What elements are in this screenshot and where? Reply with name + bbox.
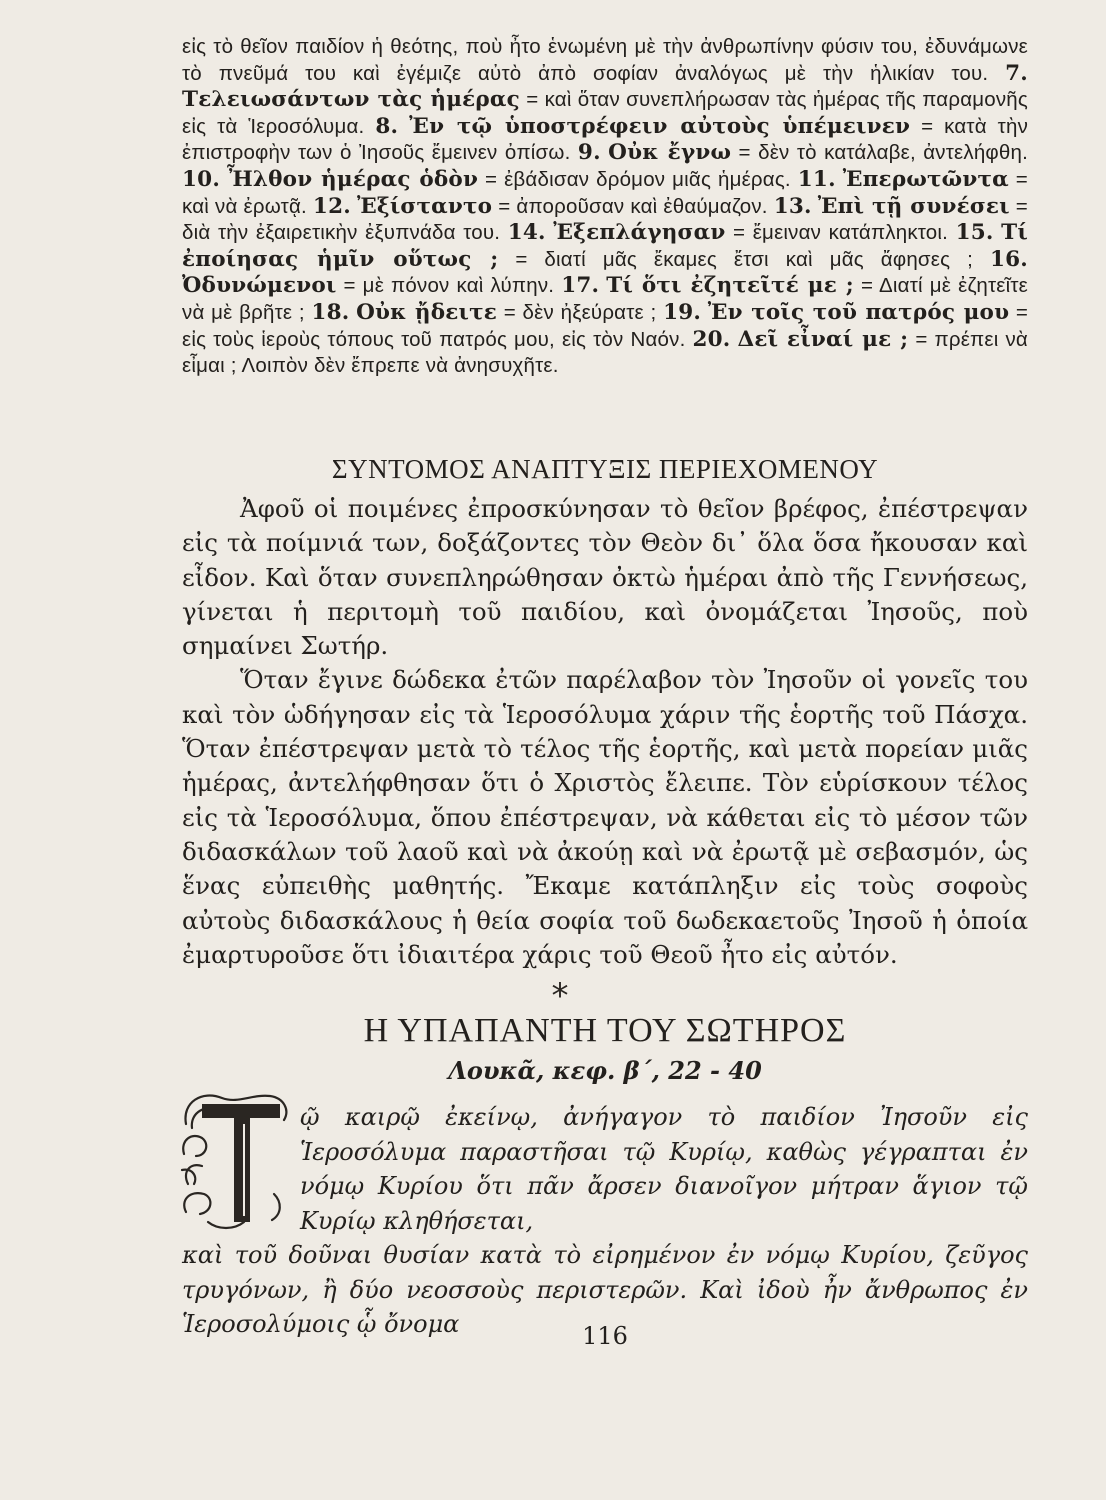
note-term: Τί ὅτι ἐζητεῖτέ με ; (606, 273, 854, 299)
page-number: 116 (582, 1322, 628, 1350)
vocabulary-notes (182, 34, 1028, 380)
note-gloss: = εἰς τοὺς ἱεροὺς τόπους τοῦ πατρός μου, εἰς τὸν Ναόν. (182, 300, 1029, 351)
note-number: 9. (577, 140, 601, 166)
gospel-opening: ῷ καιρῷ ἐκείνῳ, ἀνήγαγον τὸ παιδίον Ἰησοῦν εἰς Ἱεροσόλυμα παραστῆσαι τῷ Κυρίῳ, καθὼς γέγραπται ἐν νόμῳ Κυρίου ὅτι πᾶν ἄρσεν διανοῖγον μήτραν ἅγιον τῷ Κυρίῳ κληθήσεται, (300, 1103, 1028, 1235)
note-number: 18. (311, 299, 350, 325)
note-gloss: = διατί μᾶς ἔκαμες ἔτσι καὶ μᾶς ἄφησες ; (515, 247, 974, 271)
note-gloss: = καὶ ὅταν συνεπλήρωσαν τὰς ἡμέρας τῆς παραμονῆς εἰς τὰ Ἱεροσόλυμα. (182, 88, 1028, 138)
notes-intro: εἰς τὸ θεῖον παιδίον ἡ θεότης, ποὺ ἦτο ἑνωμένη μὲ τὴν ἀνθρωπίνην φύσιν του, ἐδυνάμωνε τὸ πνεῦμά του καὶ ἐγέμιζε αὐτὸ ἀπὸ σοφίαν ἀναλόγως μὲ τὴν ἡλικίαν του. (182, 35, 1028, 85)
note-gloss: = ἐβάδισαν δρόμον μιᾶς ἡμέρας. (485, 167, 791, 191)
note-term: Ἐν τοῖς τοῦ πατρός μου (707, 299, 1010, 325)
note-term: Οὐκ ᾔδειτε (356, 299, 498, 325)
summary-text (182, 492, 1028, 972)
gospel-text (182, 1100, 1028, 1342)
note-number: 20. (692, 326, 731, 352)
note-number: 17. (561, 273, 600, 299)
note-gloss: = μὲ πόνον καὶ λύπην. (343, 274, 555, 298)
note-term: Ἦλθον ἡμέρας ὁδὸν (226, 166, 479, 192)
summary-heading: ΣΥΝΤΟΜΟΣ ΑΝΑΠΤΥΞΙΣ ΠΕΡΙΕΧΟΜΕΝΟΥ (331, 454, 879, 484)
note-gloss: = ἀποροῦσαν καὶ ἐθαύμαζον. (498, 194, 768, 218)
scripture-reference: Λουκᾶ, κεφ. β΄, 22 - 40 (448, 1056, 762, 1085)
note-gloss: = διὰ τὴν ἐξαιρετικὴν ἐξυπνάδα του. (182, 194, 1028, 245)
note-item (571, 141, 1029, 164)
summary-paragraph: Ἀφοῦ οἱ ποιμένες ἐπροσκύνησαν τὸ θεῖον βρέφος, ἐπέστρεψαν εἰς τὰ ποίμνιά των, δοξάζοντες τὸν Θεὸν δι᾽ ὅλα ὅσα ἤκουσαν καὶ εἶδον. Καὶ ὅταν συνεπληρώθησαν ὀκτὼ ἡμέραι ἀπὸ τῆς Γεννήσεως, γίνεται ἡ περιτομὴ τοῦ παιδίου, καὶ ὀνομάζεται Ἰησοῦς, ποὺ σημαίνει Σωτήρ. (182, 494, 1028, 661)
note-item (307, 195, 768, 218)
asterisk-divider-icon: * (551, 976, 569, 1016)
note-gloss: = ἔμειναν κατάπληκτοι. (733, 221, 949, 245)
note-number: 8. (375, 113, 399, 139)
note-number: 14. (507, 220, 546, 246)
note-term: Ἐπερωτῶντα (842, 166, 1009, 192)
note-term: Τί ἐποίησας ἡμῖν οὕτως ; (182, 220, 1028, 272)
note-number: 13. (773, 193, 812, 219)
note-number: 7. (1005, 60, 1028, 86)
note-term: Ὀδυνώμενοι (182, 273, 337, 299)
note-number: 12. (312, 193, 351, 219)
gospel-continuation: καὶ τοῦ δοῦναι θυσίαν κατὰ τὸ εἰρημένον ἐν νόμῳ Κυρίου, ζεῦγος τρυγόνων, ἢ δύο νεοσσοὺς περιστερῶν. Καὶ ἰδοὺ ἦν ἄνθρωπος ἐν Ἱεροσολύμοις ᾧ ὄνομα (182, 1241, 1028, 1338)
note-gloss: = Διατί μὲ ἐζητεῖτε νὰ μὲ βρῆτε ; (182, 274, 1028, 324)
note-number: 19. (663, 299, 702, 325)
note-number: 10. (182, 166, 221, 192)
summary-paragraph: Ὅταν ἔγινε δώδεκα ἐτῶν παρέλαβον τὸν Ἰησοῦν οἱ γονεῖς του καὶ τὸν ὡδήγησαν εἰς τὰ Ἱεροσόλυμα χάριν τῆς ἑορτῆς τοῦ Πάσχα. Ὅταν ἐπέστρεψαν μετὰ τὸ τέλος τῆς ἑορτῆς, καὶ μετὰ πορείαν μιᾶς ἡμέρας, ἀντελήφθησαν ὅτι ὁ Χριστὸς ἔλειπε. Τὸν εὑρίσκουν τέλος εἰς τὰ Ἱεροσόλυμα, ὅπου ἐπέστρεψαν, νὰ κάθεται εἰς τὸ μέσον τῶν διδασκάλων τοῦ λαοῦ καὶ νὰ ἀκούῃ καὶ νὰ ἐρωτᾷ μὲ σεβασμόν, ὡς ἕνας εὐπειθὴς μαθητής. Ἔκαμε κατάπληξιν εἰς τοὺς σοφοὺς αὐτοὺς διδασκάλους ἡ θεία σοφία τοῦ δωδεκαετοῦς Ἰησοῦ ἡ ὁποία ἐμαρτυροῦσε ὅτι ἰδιαιτέρα χάρις τοῦ Θεοῦ ἦτο εἰς αὐτόν. (182, 665, 1028, 969)
note-gloss: = κατὰ τὴν ἐπιστροφὴν των ὁ Ἰησοῦς ἔμεινεν ὀπίσω. (182, 114, 1029, 165)
note-term: Ἐν τῷ ὑποστρέφειν αὐτοὺς ὑπέμεινεν (409, 113, 911, 139)
note-gloss: = δὲν ἠξεύρατε ; (503, 300, 657, 324)
note-number: 15. (955, 220, 994, 246)
note-term: Δεῖ εἶναί με ; (737, 326, 909, 352)
note-term: Τελειωσάντων τὰς ἡμέρας (182, 87, 520, 113)
note-gloss: = πρέπει νὰ εἶμαι ; Λοιπὸν δὲν ἔπρεπε νὰ ἀνησυχῆτε. (182, 327, 1028, 378)
note-number: 11. (797, 166, 836, 192)
note-term: Οὐκ ἔγνω (608, 140, 732, 166)
note-item (305, 301, 657, 324)
notes-list (182, 62, 1028, 378)
note-term: Ἐξίσταντο (356, 193, 493, 219)
note-term: Ἐπὶ τῇ συνέσει (817, 193, 1010, 219)
note-number: 16. (989, 246, 1028, 272)
section-title: Η ΥΠΑΠΑΝΤΗ ΤΟΥ ΣΩΤΗΡΟΣ (363, 1012, 847, 1049)
note-item (182, 168, 791, 191)
note-item (500, 221, 948, 244)
note-gloss: = δὲν τὸ κατάλαβε, ἀντελήφθη. (738, 141, 1029, 165)
note-gloss: = καὶ νὰ ἐρωτᾷ. (182, 167, 1028, 218)
note-term: Ἐξεπλάγησαν (553, 220, 726, 246)
